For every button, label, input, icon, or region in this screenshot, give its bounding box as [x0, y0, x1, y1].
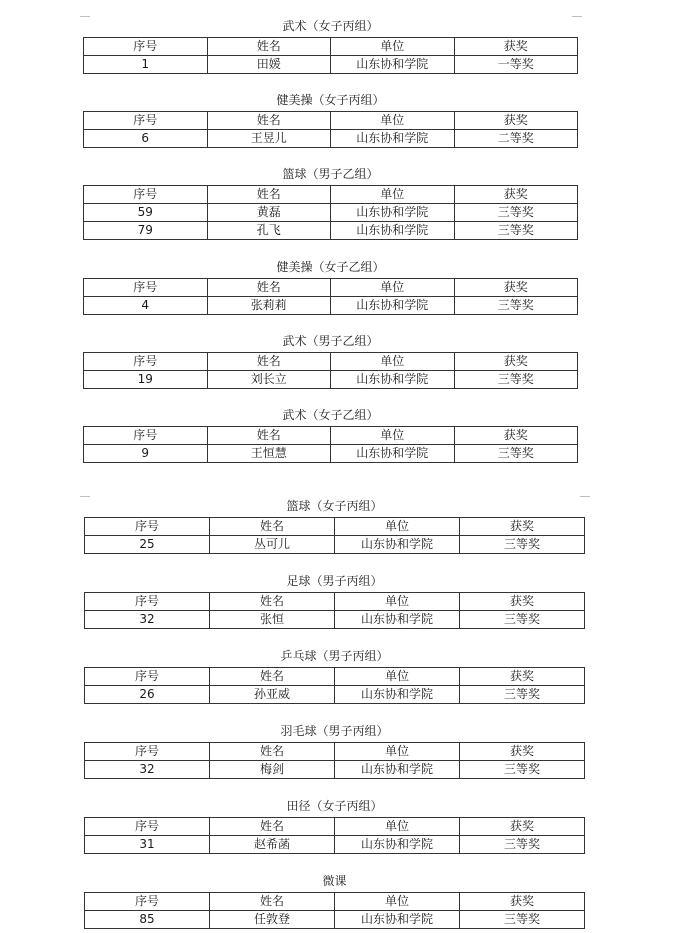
header-index: 序号: [84, 353, 208, 371]
section-title: 篮球（女子丙组）: [286, 499, 383, 513]
cell-index: 32: [85, 611, 210, 629]
cell-name: 王昱儿: [207, 130, 331, 148]
cell-name: 孔飞: [207, 222, 331, 240]
section-title: 田径（女子丙组）: [286, 799, 383, 813]
header-index: 序号: [85, 893, 210, 911]
header-name: 姓名: [207, 279, 331, 297]
award-section: [83, 19, 578, 74]
section-title: 篮球（男子乙组）: [282, 167, 379, 181]
page-corner-mark: [572, 16, 582, 17]
table-row: [84, 445, 578, 463]
header-name: 姓名: [207, 112, 331, 130]
table-row: [84, 204, 578, 222]
section-title: 足球（男子丙组）: [286, 574, 383, 588]
cell-name: 刘长立: [207, 371, 331, 389]
award-table: [84, 817, 585, 854]
award-table: [84, 517, 585, 554]
table-header-row: [84, 353, 578, 371]
cell-index: 32: [85, 761, 210, 779]
award-table: [83, 426, 578, 463]
header-unit: 单位: [331, 112, 455, 130]
cell-award: 三等奖: [454, 222, 578, 240]
cell-unit: 山东协和学院: [335, 536, 460, 554]
award-section: [83, 334, 578, 389]
section-title: 武术（男子乙组）: [282, 334, 379, 348]
page-corner-mark: [80, 496, 90, 497]
header-name: 姓名: [210, 743, 335, 761]
award-section: [83, 408, 578, 463]
cell-award: 一等奖: [454, 56, 578, 74]
header-index: 序号: [84, 112, 208, 130]
cell-award: 三等奖: [454, 297, 578, 315]
header-award: 获奖: [460, 818, 585, 836]
cell-award: 三等奖: [460, 836, 585, 854]
table-header-row: [84, 279, 578, 297]
section-title: 羽毛球（男子丙组）: [280, 724, 389, 738]
cell-name: 孙亚威: [210, 686, 335, 704]
header-index: 序号: [85, 818, 210, 836]
header-name: 姓名: [210, 893, 335, 911]
cell-name: 丛可儿: [210, 536, 335, 554]
header-name: 姓名: [210, 518, 335, 536]
header-award: 获奖: [454, 427, 578, 445]
table-row: [85, 686, 585, 704]
header-index: 序号: [84, 427, 208, 445]
header-award: 获奖: [454, 38, 578, 56]
table-header-row: [85, 818, 585, 836]
award-table: [83, 352, 578, 389]
table-row: [84, 222, 578, 240]
award-section: [84, 724, 585, 779]
header-award: 获奖: [454, 186, 578, 204]
award-table: [84, 592, 585, 629]
table-header-row: [85, 743, 585, 761]
cell-unit: 山东协和学院: [335, 761, 460, 779]
header-unit: 单位: [335, 893, 460, 911]
section-title: 健美操（女子乙组）: [276, 260, 385, 274]
cell-award: 三等奖: [460, 536, 585, 554]
header-award: 获奖: [454, 353, 578, 371]
header-index: 序号: [84, 279, 208, 297]
header-name: 姓名: [210, 668, 335, 686]
cell-award: 三等奖: [460, 911, 585, 929]
cell-name: 张恒: [210, 611, 335, 629]
cell-index: 85: [85, 911, 210, 929]
cell-index: 1: [84, 56, 208, 74]
header-name: 姓名: [210, 593, 335, 611]
award-section: [84, 649, 585, 704]
header-award: 获奖: [460, 518, 585, 536]
table-row: [84, 371, 578, 389]
cell-unit: 山东协和学院: [331, 204, 455, 222]
cell-unit: 山东协和学院: [331, 130, 455, 148]
award-table: [83, 278, 578, 315]
cell-index: 6: [84, 130, 208, 148]
table-row: [84, 56, 578, 74]
table-row: [85, 836, 585, 854]
table-header-row: [85, 518, 585, 536]
table-row: [85, 911, 585, 929]
table-row: [85, 611, 585, 629]
award-table: [84, 667, 585, 704]
cell-index: 31: [85, 836, 210, 854]
table-header-row: [85, 668, 585, 686]
table-header-row: [84, 427, 578, 445]
cell-award: 二等奖: [454, 130, 578, 148]
cell-name: 田媛: [207, 56, 331, 74]
cell-unit: 山东协和学院: [335, 686, 460, 704]
header-award: 获奖: [460, 593, 585, 611]
table-row: [84, 297, 578, 315]
section-title: 健美操（女子丙组）: [276, 93, 385, 107]
cell-name: 赵希菡: [210, 836, 335, 854]
header-unit: 单位: [331, 427, 455, 445]
header-unit: 单位: [331, 186, 455, 204]
cell-index: 26: [85, 686, 210, 704]
cell-name: 张莉莉: [207, 297, 331, 315]
header-award: 获奖: [460, 668, 585, 686]
cell-unit: 山东协和学院: [335, 611, 460, 629]
header-unit: 单位: [335, 593, 460, 611]
header-unit: 单位: [335, 518, 460, 536]
cell-unit: 山东协和学院: [331, 371, 455, 389]
header-index: 序号: [85, 518, 210, 536]
award-section: [83, 260, 578, 315]
table-header-row: [85, 593, 585, 611]
table-header-row: [84, 112, 578, 130]
header-index: 序号: [85, 593, 210, 611]
award-section: [84, 499, 585, 554]
cell-award: 三等奖: [454, 371, 578, 389]
award-section: [84, 874, 585, 929]
header-name: 姓名: [207, 353, 331, 371]
cell-index: 79: [84, 222, 208, 240]
cell-index: 4: [84, 297, 208, 315]
cell-award: 三等奖: [460, 761, 585, 779]
section-title: 武术（女子丙组）: [282, 19, 379, 33]
cell-index: 9: [84, 445, 208, 463]
award-section: [84, 574, 585, 629]
header-unit: 单位: [335, 668, 460, 686]
page-corner-mark: [580, 496, 590, 497]
header-unit: 单位: [335, 818, 460, 836]
table-row: [84, 130, 578, 148]
cell-award: 三等奖: [460, 611, 585, 629]
award-section: [83, 167, 578, 240]
header-unit: 单位: [331, 279, 455, 297]
table-header-row: [84, 38, 578, 56]
award-section: [84, 799, 585, 854]
cell-award: 三等奖: [460, 686, 585, 704]
header-unit: 单位: [331, 353, 455, 371]
table-header-row: [85, 893, 585, 911]
cell-unit: 山东协和学院: [331, 222, 455, 240]
page-corner-mark: [80, 16, 90, 17]
header-unit: 单位: [335, 743, 460, 761]
cell-award: 三等奖: [454, 204, 578, 222]
header-award: 获奖: [460, 743, 585, 761]
award-table: [83, 185, 578, 240]
cell-name: 梅剑: [210, 761, 335, 779]
cell-name: 黄磊: [207, 204, 331, 222]
header-award: 获奖: [454, 279, 578, 297]
header-award: 获奖: [454, 112, 578, 130]
award-table: [83, 37, 578, 74]
cell-index: 59: [84, 204, 208, 222]
section-title: 乒乓球（男子丙组）: [280, 649, 389, 663]
cell-name: 任敦登: [210, 911, 335, 929]
cell-unit: 山东协和学院: [335, 911, 460, 929]
header-unit: 单位: [331, 38, 455, 56]
section-title: 武术（女子乙组）: [282, 408, 379, 422]
cell-unit: 山东协和学院: [331, 297, 455, 315]
cell-index: 25: [85, 536, 210, 554]
header-name: 姓名: [207, 186, 331, 204]
cell-name: 王恒慧: [207, 445, 331, 463]
section-title: 微课: [322, 874, 347, 888]
cell-unit: 山东协和学院: [331, 56, 455, 74]
table-row: [85, 536, 585, 554]
award-table: [83, 111, 578, 148]
header-award: 获奖: [460, 893, 585, 911]
header-index: 序号: [85, 743, 210, 761]
cell-unit: 山东协和学院: [331, 445, 455, 463]
header-index: 序号: [85, 668, 210, 686]
table-row: [85, 761, 585, 779]
award-table: [84, 892, 585, 929]
cell-index: 19: [84, 371, 208, 389]
header-name: 姓名: [207, 427, 331, 445]
cell-unit: 山东协和学院: [335, 836, 460, 854]
table-header-row: [84, 186, 578, 204]
cell-award: 三等奖: [454, 445, 578, 463]
award-table: [84, 742, 585, 779]
award-section: [83, 93, 578, 148]
header-name: 姓名: [207, 38, 331, 56]
header-name: 姓名: [210, 818, 335, 836]
header-index: 序号: [84, 186, 208, 204]
header-index: 序号: [84, 38, 208, 56]
